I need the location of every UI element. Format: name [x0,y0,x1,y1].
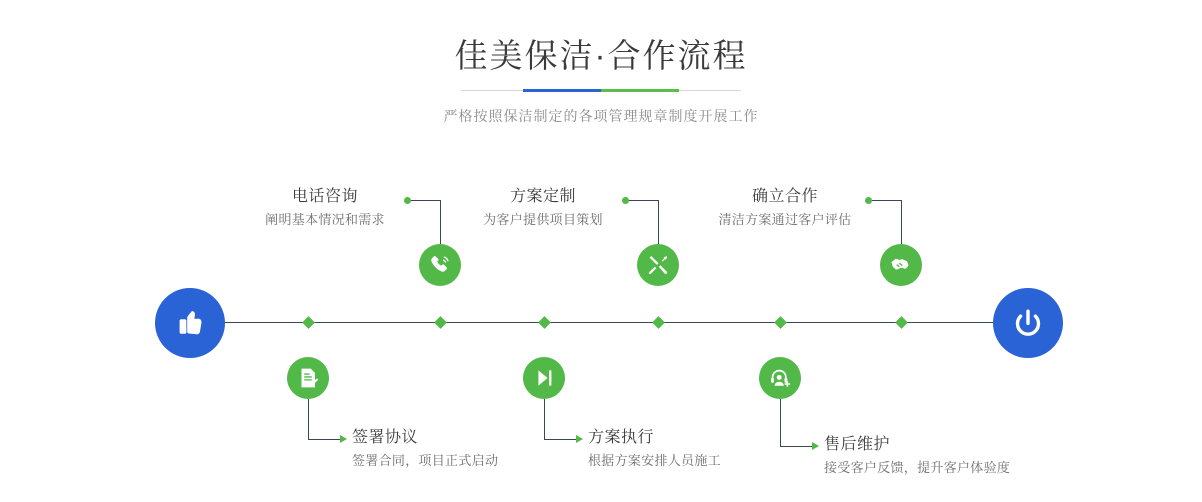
step-node-4 [523,357,565,399]
handshake-icon [889,253,913,277]
step-label-3 [468,186,618,230]
step-label-5 [710,186,860,230]
step-desc-6: 接受客户反馈，提升客户体验度 [824,460,1011,475]
connector-4-arrow [576,435,583,443]
step-desc-4: 根据方案安排人员施工 [588,453,722,468]
connector-1-dot [404,197,411,204]
phone-call-icon [428,253,452,277]
connector-3-vertical [658,200,659,244]
connector-5-vertical [901,200,902,244]
step-desc-3: 为客户提供项目策划 [483,212,603,227]
step-node-2 [287,357,329,399]
tools-icon [646,253,670,277]
page-title: 佳美保洁·合作流程 [454,37,748,74]
step-desc-1: 阐明基本情况和需求 [265,212,385,227]
divider-segment-green [601,89,679,92]
page-subtitle: 严格按照保洁制定的各项管理规章制度开展工作 [443,108,759,124]
connector-4-vertical [544,399,545,439]
step-desc-5: 清洁方案通过客户评估 [718,212,852,227]
header [0,34,1202,126]
connector-2-vertical [308,399,309,439]
step-desc-2: 签署合同，项目正式启动 [352,453,499,468]
step-label-4 [588,427,721,471]
step-name-2: 签署协议 [352,429,419,446]
axis-marker [774,316,787,329]
connector-2-horizontal [308,439,342,440]
axis-marker [652,316,665,329]
step-label-2 [352,427,498,471]
step-node-6 [759,357,801,399]
timeline-end-endpoint [993,288,1063,358]
connector-6-horizontal [780,446,814,447]
step-name-4: 方案执行 [588,429,655,446]
connector-3-horizontal [626,200,658,201]
connector-2-arrow [340,435,347,443]
step-name-6: 售后维护 [824,436,891,453]
step-name-1: 电话咨询 [291,188,358,205]
connector-5-horizontal [869,200,901,201]
axis-marker [434,316,447,329]
axis-marker [895,316,908,329]
connector-6-vertical [780,399,781,446]
title-divider [461,86,741,95]
divider-segment-blue [523,89,601,92]
power-icon [1008,303,1048,343]
support-agent-icon [768,366,792,390]
step-label-1 [250,186,400,230]
step-node-3 [637,244,679,286]
connector-3-dot [622,197,629,204]
axis-marker [302,316,315,329]
thumbs-up-icon [170,303,210,343]
connector-1-vertical [440,200,441,244]
play-next-icon [532,366,556,390]
connector-1-horizontal [408,200,440,201]
step-label-6 [824,434,1010,478]
step-node-5 [880,244,922,286]
step-node-1 [419,244,461,286]
document-edit-icon [296,366,320,390]
connector-6-arrow [812,442,819,450]
timeline-start-endpoint [155,288,225,358]
axis-marker [538,316,551,329]
step-name-3: 方案定制 [509,188,576,205]
connector-4-horizontal [544,439,578,440]
timeline-axis [196,322,1012,323]
step-name-5: 确立合作 [751,188,818,205]
connector-5-dot [865,197,872,204]
